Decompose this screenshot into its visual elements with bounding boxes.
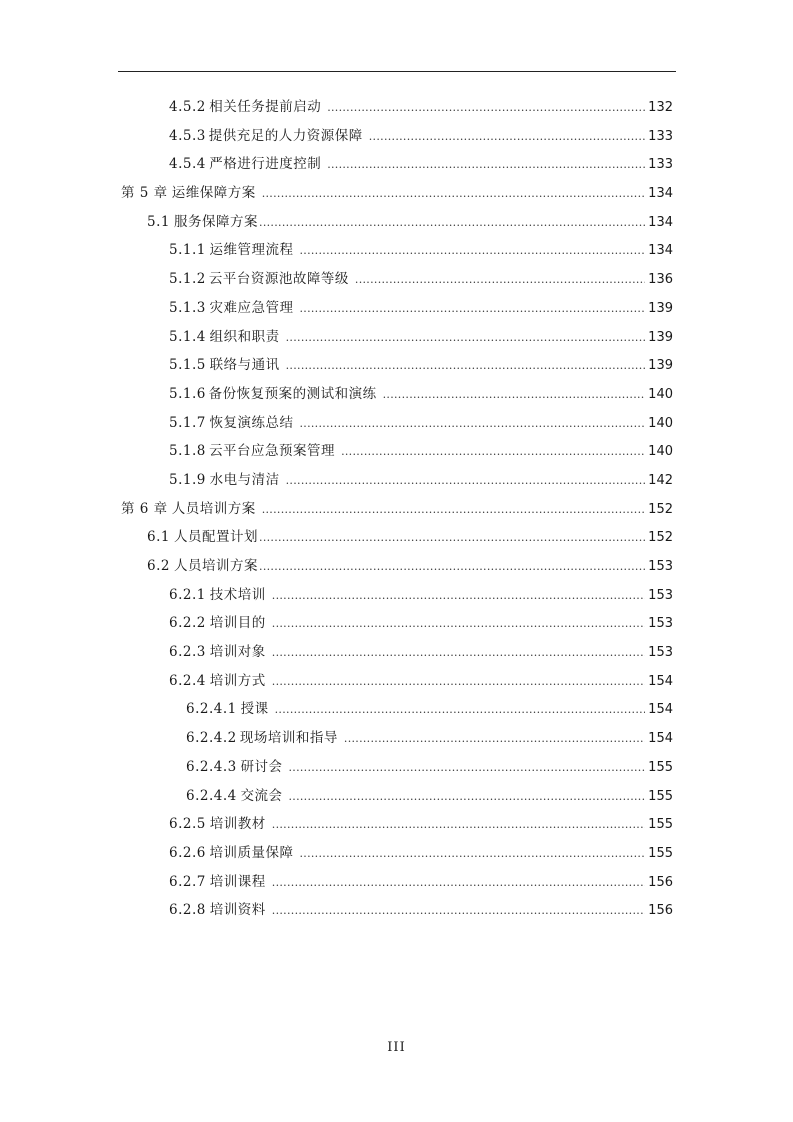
toc-entry-number: 6.2.2 (169, 615, 206, 632)
toc-entry[interactable] (0, 523, 673, 552)
toc-entry[interactable] (0, 724, 673, 753)
toc-dot-leader (369, 123, 645, 152)
toc-dot-leader (259, 209, 645, 238)
toc-entry-page: 154 (648, 731, 673, 747)
toc-dot-leader (300, 410, 646, 439)
toc-entry-number: 5.1.8 (169, 443, 206, 460)
toc-entry-number: 6.2.4.3 (186, 758, 237, 775)
toc-entry-title: 严格进行进度控制 (209, 156, 322, 173)
toc-dot-leader (262, 180, 645, 209)
toc-dot-leader (300, 840, 646, 869)
toc-entry-title: 培训对象 (209, 644, 266, 661)
toc-entry-number: 5.1.7 (169, 414, 206, 431)
toc-entry-number: 第 5 章 (121, 185, 168, 202)
toc-entry[interactable] (0, 351, 673, 380)
toc-dot-leader (286, 352, 646, 381)
toc-dot-leader (355, 266, 645, 295)
toc-entry-page: 134 (648, 186, 673, 202)
toc-entry[interactable] (0, 466, 673, 495)
toc-entry-title: 云平台资源池故障等级 (208, 271, 349, 288)
toc-entry-title: 云平台应急预案管理 (209, 443, 336, 460)
toc-entry-page: 139 (648, 329, 673, 345)
toc-entry-title: 研讨会 (240, 758, 283, 775)
toc-entry-title: 培训教材 (209, 816, 266, 833)
toc-dot-leader (300, 295, 646, 324)
toc-entry-page: 155 (648, 788, 673, 804)
toc-entry-title: 恢复演练总结 (209, 414, 294, 431)
toc-entry-number: 5.1.2 (169, 271, 206, 288)
toc-entry[interactable] (0, 93, 673, 122)
toc-dot-leader (272, 610, 645, 639)
toc-entry-page: 136 (648, 272, 673, 288)
toc-entry-title: 授课 (240, 701, 269, 718)
toc-entry-page: 140 (648, 444, 673, 460)
toc-dot-leader (272, 869, 645, 898)
toc-entry[interactable] (0, 150, 673, 179)
toc-entry-title: 人员培训方案 (171, 500, 256, 517)
toc-entry-page: 154 (648, 673, 673, 689)
toc-entry-title: 灾难应急管理 (209, 299, 294, 316)
toc-entry[interactable] (0, 208, 673, 237)
toc-entry-page: 152 (648, 501, 673, 517)
toc-entry[interactable] (0, 839, 673, 868)
toc-entry-number: 5.1.6 (169, 385, 206, 402)
toc-entry-number: 6.2.4.4 (186, 787, 237, 804)
toc-entry[interactable] (0, 868, 673, 897)
toc-entry-page: 155 (648, 817, 673, 833)
toc-entry[interactable] (0, 409, 673, 438)
toc-entry[interactable] (0, 122, 673, 151)
toc-dot-leader (262, 496, 645, 525)
toc-entry-number: 5.1.4 (169, 328, 206, 345)
toc-entry-title: 提供充足的人力资源保障 (208, 127, 363, 144)
toc-entry-title: 服务保障方案 (174, 213, 259, 230)
toc-dot-leader (286, 324, 646, 353)
toc-entry[interactable] (0, 896, 673, 925)
toc-entry-page: 139 (648, 300, 673, 316)
toc-entry[interactable] (0, 810, 673, 839)
toc-dot-leader (259, 524, 645, 553)
toc-dot-leader (272, 668, 645, 697)
toc-dot-leader (341, 438, 645, 467)
toc-entry[interactable] (0, 495, 673, 524)
toc-entry-number: 6.2.6 (169, 844, 206, 861)
toc-entry-page: 153 (648, 616, 673, 632)
toc-entry-page: 142 (648, 472, 673, 488)
toc-entry-page: 153 (648, 587, 673, 603)
toc-entry[interactable] (0, 695, 673, 724)
toc-dot-leader (300, 237, 646, 266)
toc-entry-title: 人员培训方案 (174, 558, 259, 574)
toc-entry-number: 6.2.8 (169, 902, 206, 919)
toc-dot-leader (383, 381, 646, 410)
toc-entry-number: 6.2.4.1 (186, 701, 237, 718)
toc-entry-title: 运维管理流程 (209, 242, 294, 259)
toc-entry-title: 组织和职责 (209, 328, 280, 345)
toc-dot-leader (259, 553, 645, 582)
toc-entry-page: 134 (648, 243, 673, 259)
toc-entry-page: 155 (648, 845, 673, 861)
toc-entry-page: 132 (648, 100, 673, 115)
toc-entry[interactable] (0, 638, 673, 667)
header-rule (118, 71, 676, 72)
toc-entry-page: 140 (648, 386, 673, 402)
toc-entry-title: 技术培训 (209, 586, 266, 603)
toc-entry-title: 联络与通讯 (209, 357, 280, 374)
toc-entry-page: 134 (648, 214, 673, 230)
toc-dot-leader (272, 582, 645, 611)
toc-entry[interactable] (0, 236, 673, 265)
toc-entry[interactable] (0, 581, 673, 610)
toc-entry-number: 6.2.7 (169, 873, 206, 890)
toc-entry-page: 154 (648, 702, 673, 718)
toc-entry[interactable] (0, 380, 673, 409)
toc-entry-title: 交流会 (240, 787, 283, 804)
toc-dot-leader (272, 811, 645, 840)
toc-entry-page: 156 (648, 874, 673, 890)
toc-entry-page: 153 (648, 645, 673, 661)
toc-entry-page: 139 (648, 358, 673, 374)
toc-entry-page: 152 (648, 530, 673, 546)
toc-entry[interactable] (0, 437, 673, 466)
toc-entry[interactable] (0, 667, 673, 696)
toc-entry[interactable] (0, 323, 673, 352)
toc-entry-page: 156 (648, 903, 673, 919)
toc-entry-number: 6.2.4.2 (186, 730, 237, 747)
toc-entry-page: 140 (648, 415, 673, 431)
toc-entry[interactable] (0, 552, 673, 581)
toc-entry-title: 培训方式 (209, 672, 266, 689)
toc-dot-leader (344, 725, 645, 754)
toc-entry-title: 培训资料 (209, 902, 266, 919)
toc-entry-title: 现场培训和指导 (239, 730, 338, 747)
toc-entry-number: 6.2.4 (169, 672, 206, 689)
toc-dot-leader (327, 94, 645, 123)
toc-entry[interactable] (0, 753, 673, 782)
toc-entry-title: 培训质量保障 (209, 844, 294, 861)
toc-dot-leader (275, 696, 646, 725)
toc-dot-leader (286, 467, 646, 496)
toc-entry-title: 备份恢复预案的测试和演练 (208, 385, 377, 402)
toc-entry-title: 培训课程 (209, 873, 266, 890)
toc-entry[interactable] (0, 179, 673, 208)
page-number: III (387, 1040, 406, 1055)
toc-entry-number: 6.2.3 (169, 644, 206, 661)
toc-entry-number: 4.5.3 (169, 127, 206, 144)
toc-entry-number: 4.5.4 (169, 156, 206, 173)
toc-dot-leader (272, 897, 645, 926)
toc-entry-page: 133 (648, 157, 673, 173)
toc-entry-title: 相关任务提前启动 (209, 99, 322, 115)
toc-entry[interactable] (0, 265, 673, 294)
toc-entry-number: 5.1.1 (169, 242, 206, 259)
toc-entry-number: 4.5.2 (169, 99, 206, 115)
toc-entry-number: 第 6 章 (121, 500, 168, 517)
toc-entry[interactable] (0, 782, 673, 811)
toc-entry-number: 5.1 (147, 213, 170, 230)
toc-entry-number: 5.1.9 (169, 471, 206, 488)
toc-entry-title: 运维保障方案 (171, 185, 256, 202)
toc-entry-number: 5.1.3 (169, 299, 206, 316)
toc-dot-leader (272, 639, 645, 668)
toc-entry-page: 133 (648, 128, 673, 144)
toc-entry-number: 5.1.5 (169, 357, 206, 374)
table-of-contents (0, 93, 793, 925)
toc-dot-leader (289, 754, 646, 783)
toc-entry-number: 6.1 (147, 529, 170, 546)
toc-entry-title: 培训目的 (209, 615, 266, 632)
toc-entry-page: 153 (648, 559, 673, 574)
toc-dot-leader (289, 783, 646, 812)
toc-entry[interactable] (0, 294, 673, 323)
toc-entry-page: 155 (648, 759, 673, 775)
toc-entry-title: 水电与清洁 (209, 471, 280, 488)
toc-entry-number: 6.2.1 (169, 586, 206, 603)
toc-entry[interactable] (0, 609, 673, 638)
toc-entry-title: 人员配置计划 (174, 529, 259, 546)
toc-entry-number: 6.2.5 (169, 816, 206, 833)
toc-dot-leader (327, 151, 645, 180)
toc-entry-number: 6.2 (147, 558, 170, 574)
